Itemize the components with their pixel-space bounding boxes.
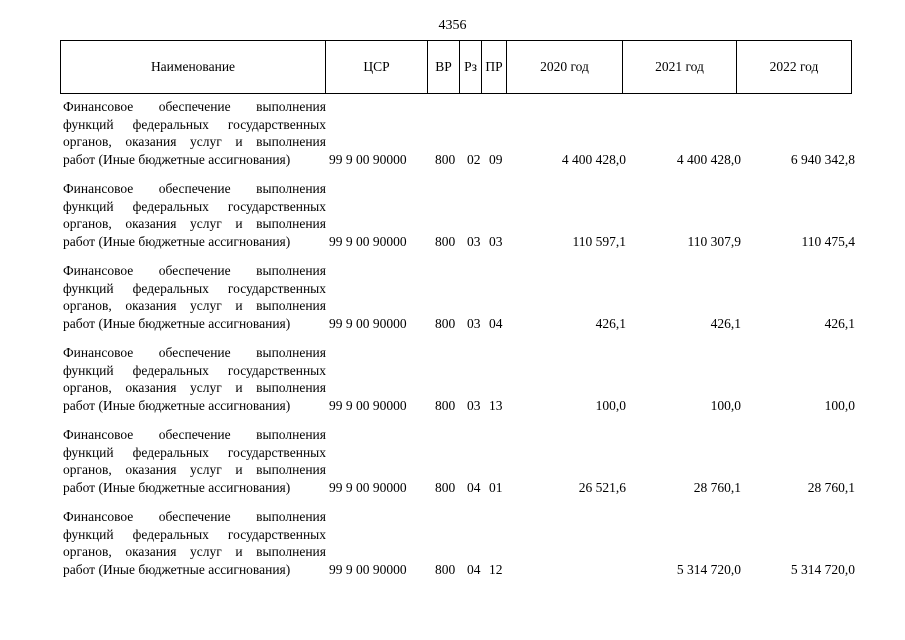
row-rz: 03 bbox=[467, 315, 481, 331]
row-name-line: органов, оказания услуг и выполнения bbox=[63, 462, 326, 477]
row-name-line: работ (Иные бюджетные ассигнования) bbox=[63, 561, 291, 577]
table-row bbox=[63, 180, 863, 262]
table-body bbox=[63, 98, 863, 590]
row-vr: 800 bbox=[435, 151, 456, 167]
row-name bbox=[63, 508, 326, 578]
row-name-line: органов, оказания услуг и выполнения bbox=[63, 216, 326, 231]
row-name-line: органов, оказания услуг и выполнения bbox=[63, 380, 326, 395]
row-name-line: функций федеральных государственных bbox=[63, 280, 326, 296]
header-name: Наименование bbox=[61, 41, 326, 94]
row-csr: 99 9 00 90000 bbox=[329, 397, 407, 413]
row-value-2021: 100,0 bbox=[710, 397, 741, 413]
table-row bbox=[63, 508, 863, 590]
table-row bbox=[63, 98, 863, 180]
row-pr: 13 bbox=[489, 397, 503, 413]
row-name-line: Финансовое обеспечение выполнения bbox=[63, 427, 326, 442]
row-vr: 800 bbox=[435, 561, 456, 577]
row-name-line: Финансовое обеспечение выполнения bbox=[63, 181, 326, 196]
row-name-line: функций федеральных государственных bbox=[63, 116, 326, 132]
row-value-2021: 426,1 bbox=[710, 315, 741, 331]
header-csr: ЦСР bbox=[326, 41, 428, 94]
table-row bbox=[63, 262, 863, 344]
row-csr: 99 9 00 90000 bbox=[329, 561, 407, 577]
row-name-line: функций федеральных государственных bbox=[63, 362, 326, 378]
row-name-line: Финансовое обеспечение выполнения bbox=[63, 509, 326, 524]
row-pr: 03 bbox=[489, 233, 503, 249]
row-name bbox=[63, 98, 326, 168]
row-name-line: функций федеральных государственных bbox=[63, 198, 326, 214]
row-name-line: органов, оказания услуг и выполнения bbox=[63, 298, 326, 313]
row-name bbox=[63, 426, 326, 496]
row-value-2021: 28 760,1 bbox=[693, 479, 741, 495]
header-pr: ПР bbox=[482, 41, 507, 94]
row-rz: 03 bbox=[467, 233, 481, 249]
row-name bbox=[63, 180, 326, 250]
row-value-2020: 110 597,1 bbox=[572, 233, 626, 249]
row-pr: 12 bbox=[489, 561, 503, 577]
row-name-line: органов, оказания услуг и выполнения bbox=[63, 134, 326, 149]
header-2022: 2022 год bbox=[737, 41, 852, 94]
row-name-line: работ (Иные бюджетные ассигнования) bbox=[63, 315, 291, 331]
row-value-2022: 426,1 bbox=[824, 315, 855, 331]
row-name-line: функций федеральных государственных bbox=[63, 526, 326, 542]
page-number: 4356 bbox=[438, 18, 467, 33]
row-value-2022: 110 475,4 bbox=[801, 233, 855, 249]
row-value-2022: 6 940 342,8 bbox=[790, 151, 855, 167]
row-rz: 04 bbox=[467, 479, 481, 495]
row-pr: 09 bbox=[489, 151, 503, 167]
row-csr: 99 9 00 90000 bbox=[329, 479, 407, 495]
header-2021: 2021 год bbox=[623, 41, 737, 94]
row-name-line: Финансовое обеспечение выполнения bbox=[63, 99, 326, 114]
row-value-2020: 4 400 428,0 bbox=[561, 151, 626, 167]
row-value-2022: 28 760,1 bbox=[807, 479, 855, 495]
row-vr: 800 bbox=[435, 397, 456, 413]
row-value-2020: 26 521,6 bbox=[578, 479, 626, 495]
row-name-line: работ (Иные бюджетные ассигнования) bbox=[63, 397, 291, 413]
header-rz: Рз bbox=[460, 41, 482, 94]
row-value-2020: 426,1 bbox=[595, 315, 626, 331]
row-vr: 800 bbox=[435, 315, 456, 331]
row-value-2021: 110 307,9 bbox=[687, 233, 741, 249]
row-value-2022: 100,0 bbox=[824, 397, 855, 413]
row-vr: 800 bbox=[435, 479, 456, 495]
row-pr: 04 bbox=[489, 315, 503, 331]
row-csr: 99 9 00 90000 bbox=[329, 315, 407, 331]
row-name bbox=[63, 262, 326, 332]
row-pr: 01 bbox=[489, 479, 503, 495]
row-name-line: работ (Иные бюджетные ассигнования) bbox=[63, 479, 291, 495]
row-value-2021: 5 314 720,0 bbox=[676, 561, 741, 577]
row-rz: 03 bbox=[467, 397, 481, 413]
header-2020: 2020 год bbox=[507, 41, 623, 94]
row-csr: 99 9 00 90000 bbox=[329, 233, 407, 249]
row-name bbox=[63, 344, 326, 414]
header-vr: ВР bbox=[428, 41, 460, 94]
row-name-line: работ (Иные бюджетные ассигнования) bbox=[63, 151, 291, 167]
row-value-2021: 4 400 428,0 bbox=[676, 151, 741, 167]
row-value-2022: 5 314 720,0 bbox=[790, 561, 855, 577]
row-name-line: функций федеральных государственных bbox=[63, 444, 326, 460]
row-rz: 02 bbox=[467, 151, 481, 167]
row-name-line: Финансовое обеспечение выполнения bbox=[63, 345, 326, 360]
row-name-line: работ (Иные бюджетные ассигнования) bbox=[63, 233, 291, 249]
table-header bbox=[60, 40, 852, 94]
row-name-line: Финансовое обеспечение выполнения bbox=[63, 263, 326, 278]
table-row bbox=[63, 344, 863, 426]
row-csr: 99 9 00 90000 bbox=[329, 151, 407, 167]
table-row bbox=[63, 426, 863, 508]
row-vr: 800 bbox=[435, 233, 456, 249]
row-name-line: органов, оказания услуг и выполнения bbox=[63, 544, 326, 559]
row-value-2020: 100,0 bbox=[595, 397, 626, 413]
row-rz: 04 bbox=[467, 561, 481, 577]
